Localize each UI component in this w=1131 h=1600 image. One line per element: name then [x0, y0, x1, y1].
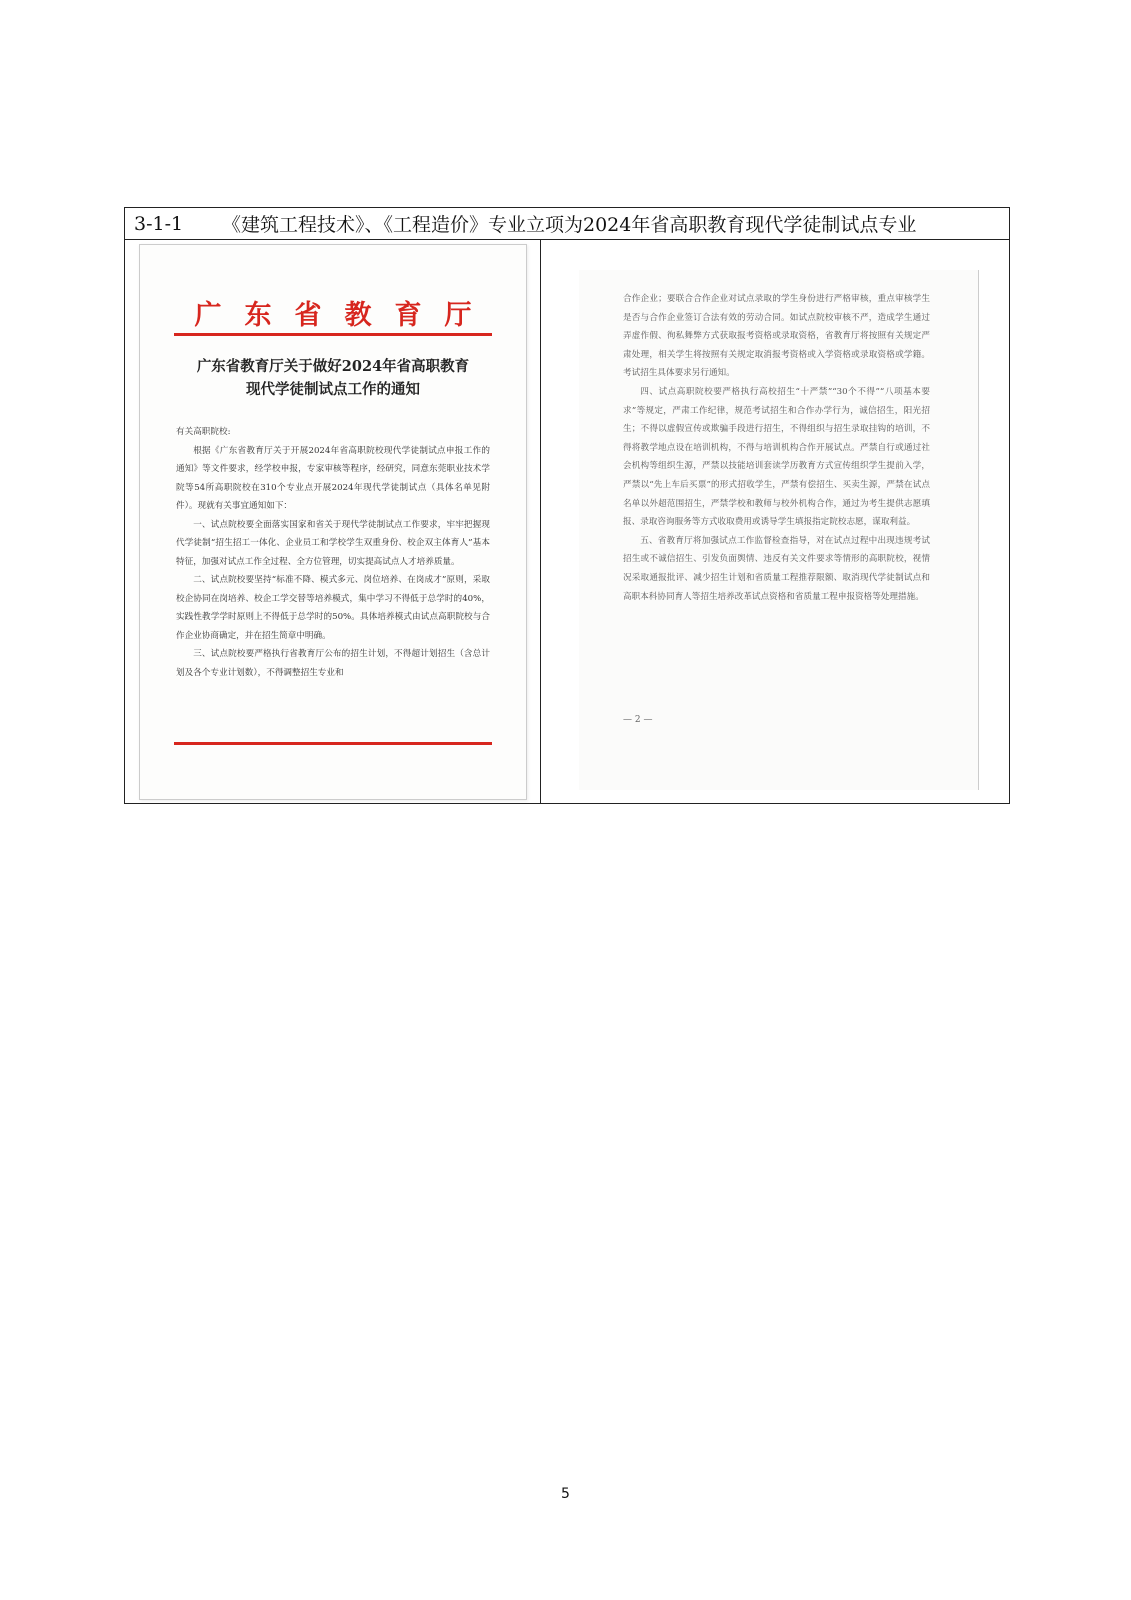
scanned-notice-page-2 [579, 270, 979, 790]
caption-title: 《建筑工程技术》、《工程造价》专业立项为2024年省高职教育现代学徒制试点专业 [222, 214, 917, 236]
notice-title-line-1: 广东省教育厅关于做好2024年省高职教育 [196, 358, 470, 375]
paragraph: 三、试点院校要严格执行省教育厅公布的招生计划，不得超计划招生（含总计划及各个专业计划数），不得调整招生专业和 [176, 649, 490, 678]
page-number: 5 [561, 1486, 570, 1502]
letterhead-red-rule [174, 333, 492, 336]
notice-title [140, 355, 526, 401]
notice-body-page-1 [176, 423, 490, 682]
paragraph: 五、省教育厅将加强试点工作监督检查指导，对在试点过程中出现违规考试招生或不诚信招生、引发负面舆情、违反有关文件要求等情形的高职院校，视情况采取通报批评、减少招生计划和省质量工程推荐限额、取消现代学徒制试点和高职本科协同育人等招生培养改革试点资格和省质量工程申报资格等处理措施。 [623, 535, 930, 602]
paragraph: 二、试点院校要坚持“标准不降、模式多元、岗位培养、在岗成才”原则，采取校企协同在岗培养、校企工学交替等培养模式，集中学习不得低于总学时的40%，实践性教学学时原则上不得低于总学时的50%。具体培养模式由试点高职院校与合作企业协商确定，并在招生简章中明确。 [176, 575, 490, 641]
image-cell-right [541, 240, 1009, 803]
notice-title-line-2: 现代学徒制试点工作的通知 [246, 381, 420, 398]
paragraph: 四、试点高职院校要严格执行高校招生“十严禁”“30个不得”“八项基本要求”等规定，严肃工作纪律，规范考试招生和合作办学行为，诚信招生，阳光招生；不得以虚假宣传或欺骗手段进行招生，不得组织与招生录取挂钩的培训，不得将教学地点设在培训机构，不得与培训机构合作开展试点。严禁自行或通过社会机构等组织生源，严禁以技能培训套读学历教育方式宣传组织学生提前入学，严禁以“先上车后买票”的形式招收学生，严禁有偿招生、买卖生源，严禁在试点名单以外超范围招生，严禁学校和教师与校外机构合作，通过为考生提供志愿填报、录取咨询服务等方式收取费用或诱导学生填报指定院校志愿，谋取利益。 [623, 386, 930, 528]
evidence-table [124, 207, 1010, 804]
caption-code: 3-1-1 [134, 212, 184, 235]
image-cell-left [125, 240, 541, 803]
table-caption-row [125, 208, 1009, 240]
letterhead: 广东省教育厅 [194, 300, 495, 331]
paragraph: 根据《广东省教育厅关于开展2024年省高职院校现代学徒制试点申报工作的通知》等文件要求，经学校申报，专家审核等程序，经研究，同意东莞职业技术学院等54所高职院校在310个专业点开展2024年现代学徒制试点（具体名单见附件）。现就有关事宜通知如下： [176, 445, 490, 511]
salutation: 有关高职院校: [176, 427, 231, 437]
scanned-notice-page-1 [139, 244, 527, 800]
paragraph: 合作企业；要联合合作企业对试点录取的学生身份进行严格审核，重点审核学生是否与合作企业签订合法有效的劳动合同。如试点院校审核不严，造成学生通过弄虚作假、徇私舞弊方式获取报考资格或录取资格，省教育厅将按照有关规定严肃处理，相关学生将按照有关规定取消报考资格或入学资格或录取资格或学籍。考试招生具体要求另行通知。 [623, 294, 930, 379]
notice-body-page-2 [623, 290, 930, 606]
scanned-page-number: — 2 — [623, 715, 653, 725]
footer-red-rule [174, 742, 492, 745]
paragraph: 一、试点院校要全面落实国家和省关于现代学徒制试点工作要求，牢牢把握现代学徒制“招生招工一体化、企业员工和学校学生双重身份、校企双主体育人”基本特征，加强对试点工作全过程、全方位管理，切实提高试点人才培养质量。 [176, 519, 490, 567]
